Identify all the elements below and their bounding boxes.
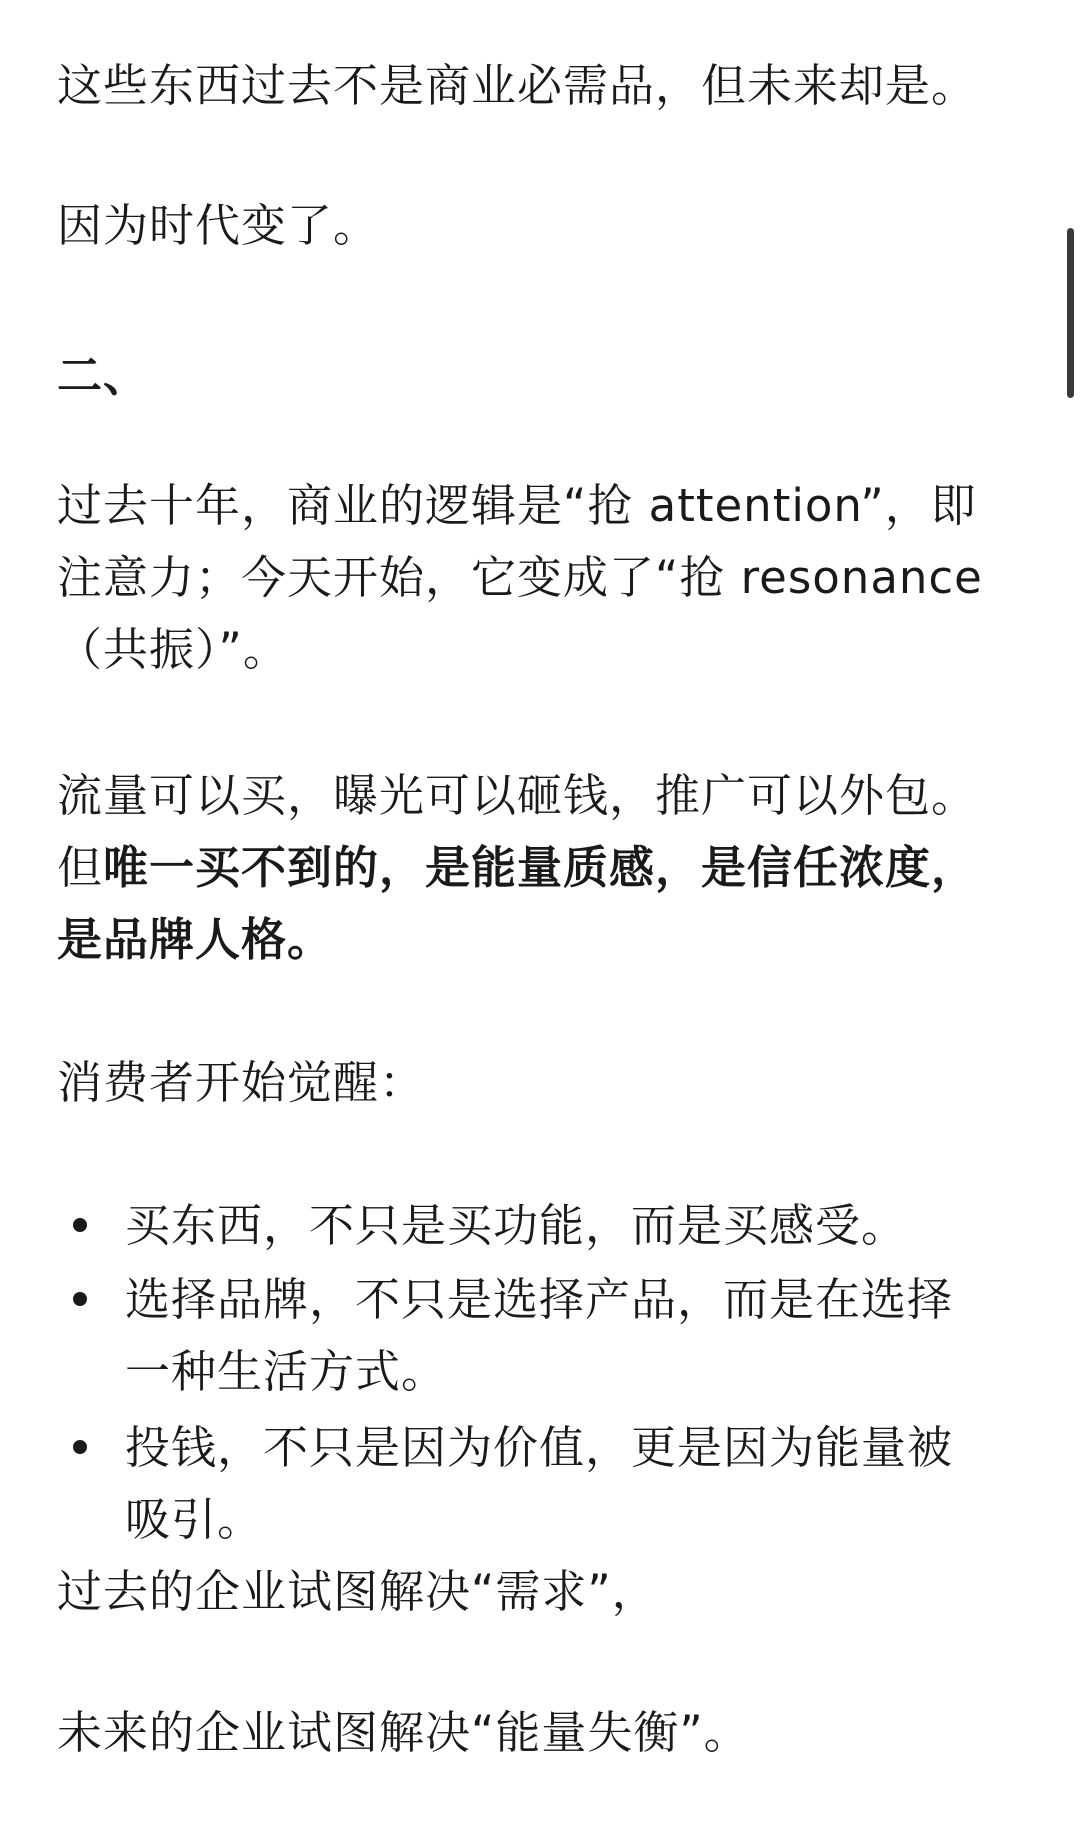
- bullet-dot: [73, 1218, 87, 1232]
- paragraph-2: 因为时代变了。: [57, 199, 380, 252]
- paragraph-1: 这些东西过去不是商业必需品，但未来却是。: [57, 59, 978, 112]
- section-heading: 二、: [57, 349, 150, 402]
- paragraph-3-line-1: 过去十年，商业的逻辑是“抢 attention”，即: [57, 479, 977, 532]
- list-item-line-1: 买东西，不只是买功能，而是买感受。: [125, 1199, 908, 1252]
- paragraph-4-line-2: [57, 830, 977, 905]
- list-item-line-1: 投钱，不只是因为价值，更是因为能量被: [125, 1421, 954, 1474]
- list-item-line-2: 吸引。: [125, 1493, 264, 1546]
- paragraph-7: 未来的企业试图解决“能量失衡”。: [57, 1706, 750, 1759]
- paragraph-3-line-3: （共振）”。: [57, 623, 289, 676]
- paragraph-4-line-1: 流量可以买，曝光可以砸钱，推广可以外包。: [57, 769, 978, 822]
- paragraph-4-line-3: 是品牌人格。: [57, 913, 334, 966]
- bullet-dot: [73, 1292, 87, 1306]
- bullet-dot: [73, 1440, 87, 1454]
- paragraph-6: 过去的企业试图解决“需求”，: [57, 1565, 658, 1618]
- paragraph-4-emphasis: 唯一买不到的，是能量质感，是信任浓度，: [103, 841, 978, 894]
- list-item-line-1: 选择品牌，不只是选择产品，而是在选择: [125, 1273, 954, 1326]
- vertical-scrollbar[interactable]: [1067, 228, 1074, 398]
- paragraph-3-line-2: 注意力；今天开始，它变成了“抢 resonance: [57, 551, 983, 604]
- paragraph-5: 消费者开始觉醒：: [57, 1056, 426, 1109]
- paragraph-4-prefix: 但: [57, 841, 104, 894]
- list-item-line-2: 一种生活方式。: [125, 1345, 448, 1398]
